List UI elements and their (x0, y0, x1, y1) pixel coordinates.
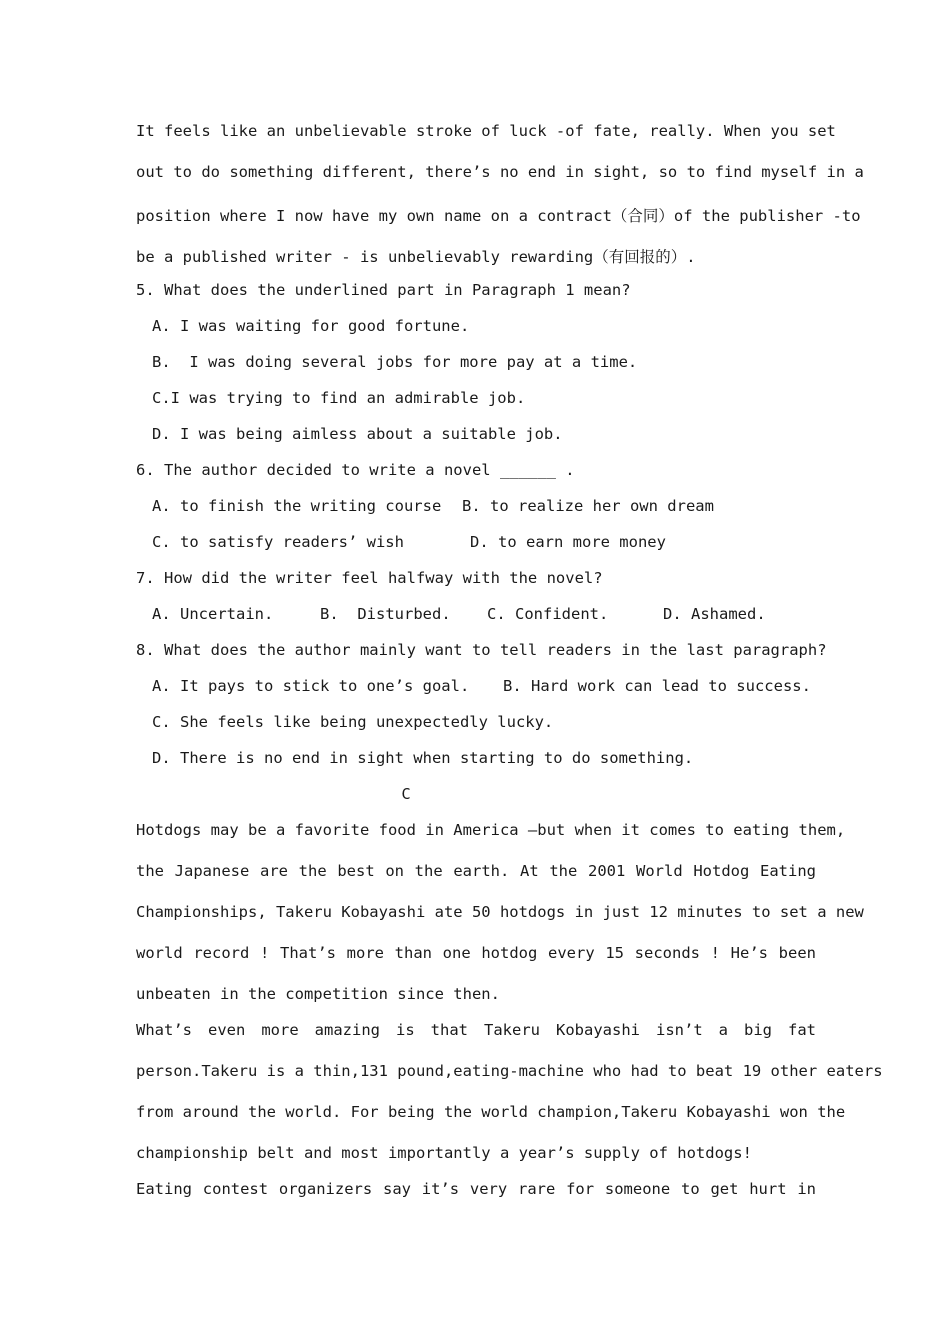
option-c: C. Confident. (487, 605, 609, 623)
question-8 (136, 641, 827, 785)
text-line: It feels like an unbelievable stroke of luck -of fate, really. When you set (136, 122, 836, 140)
section-heading: C (401, 785, 411, 803)
text-line: position where I now have my own name on a contract（合同）of the publisher -to (136, 207, 861, 225)
text-line: the Japanese are the best on the earth. At the 2001 World Hotdog Eating (136, 862, 816, 880)
option-b: B. I was doing several jobs for more pay at a time. (152, 353, 638, 371)
text-line: be a published writer - is unbelievably rewarding（有回报的）. (136, 248, 696, 266)
option-c: C. to satisfy readers’ wish (152, 533, 404, 551)
option-b: B. to realize her own dream (462, 497, 714, 515)
option-d: D. Ashamed. (663, 605, 766, 623)
text-line: person.Takeru is a thin,131 pound,eating-machine who had to beat 19 other eaters (136, 1062, 883, 1080)
question-stem: 7. How did the writer feel halfway with the novel? (136, 569, 603, 587)
text-line: out to do something different, there’s no end in sight, so to find myself in a (136, 163, 864, 181)
text-line: Hotdogs may be a favorite food in America —but when it comes to eating them, (136, 821, 846, 839)
passage-b-ending (136, 122, 864, 281)
option-b: B. Hard work can lead to success. (503, 677, 811, 695)
document-page (136, 122, 883, 1221)
option-row (136, 605, 816, 641)
passage-c-paragraph-3 (136, 1180, 816, 1221)
question-stem: 6. The author decided to write a novel ______ . (136, 461, 575, 479)
question-7 (136, 569, 816, 641)
option-row (136, 677, 816, 713)
question-stem: 5. What does the underlined part in Paragraph 1 mean? (136, 281, 631, 299)
passage-c-paragraph-2 (136, 1021, 883, 1180)
option-row (136, 533, 816, 569)
option-d: D. I was being aimless about a suitable job. (152, 425, 563, 443)
text-line: unbeaten in the competition since then. (136, 985, 500, 1003)
question-5 (136, 281, 816, 461)
text-line: championship belt and most importantly a year’s supply of hotdogs! (136, 1144, 752, 1162)
option-a: A. It pays to stick to one’s goal. (152, 677, 470, 695)
option-c: C.I was trying to find an admirable job. (152, 389, 526, 407)
option-c: C. She feels like being unexpectedly lucky. (152, 713, 554, 731)
option-b: B. Disturbed. (320, 605, 451, 623)
option-d: D. to earn more money (470, 533, 666, 551)
text-line: world record ! That’s more than one hotdog every 15 seconds ! He’s been (136, 944, 816, 962)
text-line: What’s even more amazing is that Takeru Kobayashi isn’t a big fat (136, 1021, 816, 1039)
text-line: from around the world. For being the world champion,Takeru Kobayashi won the (136, 1103, 846, 1121)
option-a: A. I was waiting for good fortune. (152, 317, 470, 335)
option-row (136, 497, 816, 533)
option-d: D. There is no end in sight when starting to do something. (152, 749, 694, 767)
passage-c-paragraph-1 (136, 821, 864, 1021)
option-a: A. to finish the writing course (152, 497, 442, 515)
question-stem: 8. What does the author mainly want to tell readers in the last paragraph? (136, 641, 827, 659)
text-line: Eating contest organizers say it’s very rare for someone to get hurt in (136, 1180, 816, 1198)
option-a: A. Uncertain. (152, 605, 274, 623)
text-line: Championships, Takeru Kobayashi ate 50 hotdogs in just 12 minutes to set a new (136, 903, 864, 921)
question-6 (136, 461, 816, 569)
